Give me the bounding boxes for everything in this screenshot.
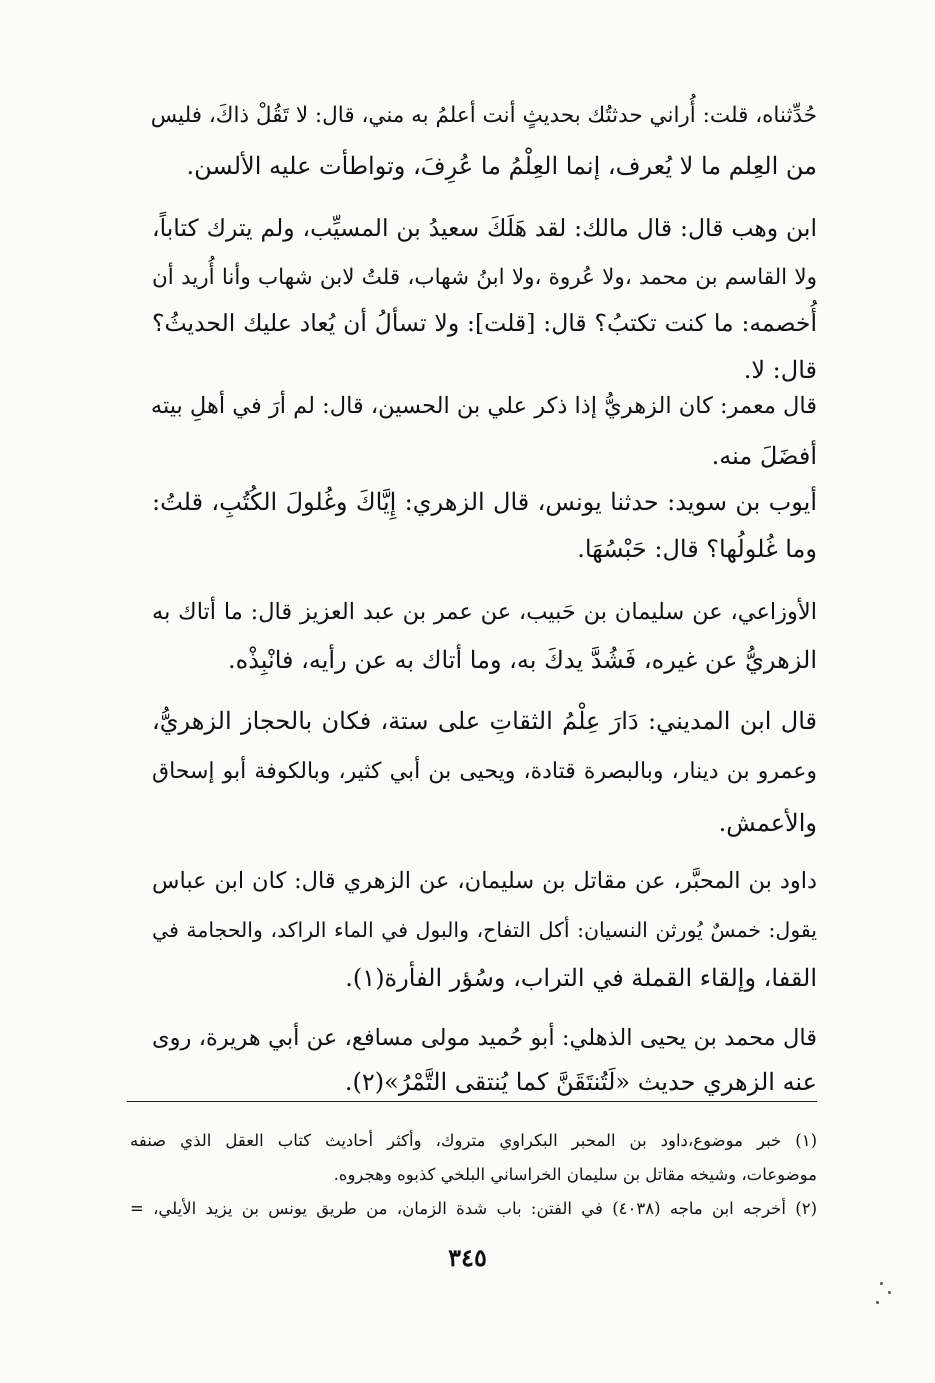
page-number: ٣٤٥ [448,1243,487,1272]
text-line: الأوزاعي، عن سليمان بن حَبيب، عن عمر بن عبد العزيز قال: ما أتاك به [152,599,817,625]
footnote-line: (١) خبر موضوع،داود بن المحبر البكراوي متروك، وأكثر أحاديث كتاب العقل الذي صنفه [130,1131,817,1150]
text-line: يقول: خمسٌ يُورثن النسيان: أكل التفاح، والبول في الماء الراكد، والحجامة في [152,918,817,942]
text-line: عنه الزهري حديث «لَتُنتَقَنَّ كما يُنتقى التَّمْرُ»(٢). [344,1068,817,1096]
scan-speck [888,1291,891,1294]
text-line: قال محمد بن يحيى الذهلي: أبو حُميد مولى مسافع، عن أبي هريرة، روى [152,1025,817,1051]
text-line: حُدِّثناه، قلت: أُراني حدثتُك بحديثٍ أنت أعلمُ به مني، قال: لا تَقُلْ ذاكَ، فليس [150,103,817,128]
text-line: الزهريُّ عن غيره، فَشُدَّ يدكَ به، وما أتاك به عن رأيه، فانْبِذْه. [228,646,817,674]
text-line: وعمرو بن دينار، وبالبصرة قتادة، ويحيى بن أبي كثير، وبالكوفة أبو إسحاق [152,759,817,784]
text-line: قال: لا. [743,356,817,384]
scan-speck [880,1282,883,1285]
text-line: والأعمش. [718,809,817,837]
text-line: أيوب بن سويد: حدثنا يونس، قال الزهري: إِيَّاكَ وغُلولَ الكُتُبِ، قلتُ: [152,488,817,516]
text-line: القفا، وإلقاء القملة في التراب، وسُؤر الفأرة(١). [345,964,817,992]
text-line: داود بن المحبَّر، عن مقاتل بن سليمان، عن الزهري قال: كان ابن عباس [152,868,817,894]
footnote-line: موضوعات، وشيخه مقاتل بن سليمان الخراساني البلخي كذبوه وهجروه. [333,1165,817,1184]
text-line: قال ابن المديني: دَارَ عِلْمُ الثقاتِ على ستة، فكان بالحجاز الزهريُّ، [152,707,817,735]
text-line: ولا القاسم بن محمد ،ولا عُروة ،ولا ابنُ شهاب، قلتُ لابن شهاب وأنا أُريد أن [152,265,817,290]
text-line: أفضَلَ منه. [711,442,817,470]
footnote-line: (٢) أخرجه ابن ماجه (٤٠٣٨) في الفتن: باب شدة الزمان، من طريق يونس بن يزيد الأيلي، = [130,1199,817,1218]
text-line: وما غُلولُها؟ قال: حَبْسُهَا. [577,535,817,563]
footnote-separator [127,1101,817,1102]
scan-speck [876,1301,879,1304]
text-line: ابن وهب قال: قال مالك: لقد هَلَكَ سعيدُ بن المسيِّب، ولم يترك كتاباً، [152,214,817,242]
text-line: قال معمر: كان الزهريُّ إذا ذكر علي بن الحسين، قال: لم أرَ في أهلِ بيته [150,393,817,419]
text-line: من العِلم ما لا يُعرف، إنما العِلْمُ ما عُرِفَ، وتواطأت عليه الألسن. [186,152,817,180]
text-line: أُخصمه: ما كنت تكتبُ؟ قال: [قلت]: ولا تسألُ أن يُعاد عليك الحديثُ؟ [152,309,817,337]
